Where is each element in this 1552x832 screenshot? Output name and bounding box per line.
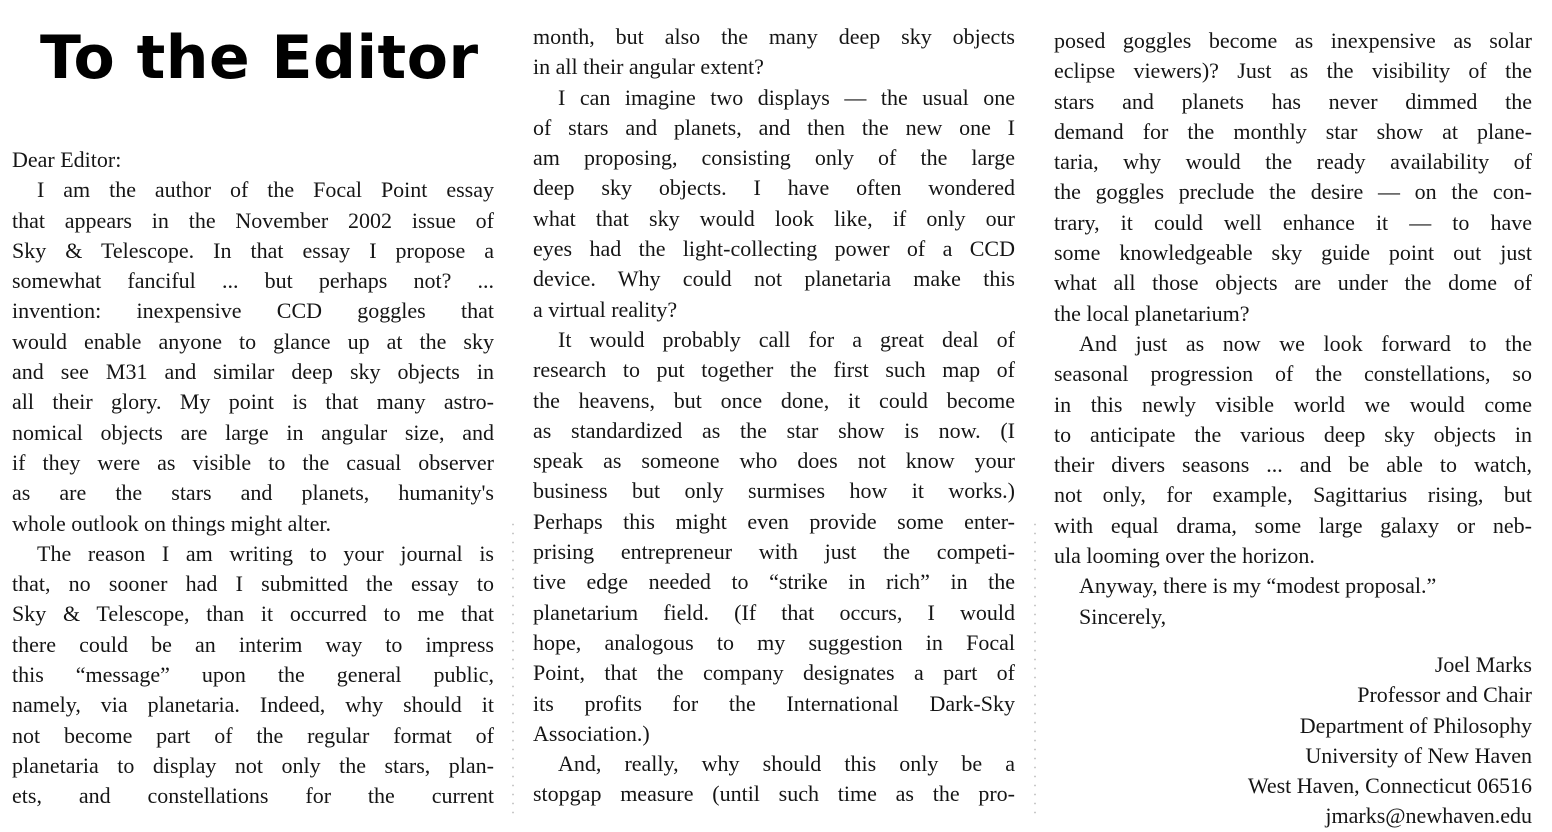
signature-line: Department of Philosophy <box>1299 712 1532 738</box>
text-line: ula looming over the horizon. <box>1054 543 1315 569</box>
text-line: hope, analogous to my suggestion in Focal <box>533 629 1015 655</box>
text-line: its profits for the International Dark-Sky <box>533 690 1015 716</box>
text-line: Point, that the company designates a part of <box>533 660 1015 686</box>
text-line: speak as someone who does not know your <box>533 448 1015 474</box>
text-line: And, really, why should this only be a <box>558 751 1015 777</box>
text-line: all their glory. My point is that many astro- <box>12 389 494 415</box>
text-line: Sky & Telescope. In that essay I propose a <box>12 237 494 263</box>
text-line: am proposing, consisting only of the large <box>533 145 1015 171</box>
column-3 <box>1054 26 1532 832</box>
text-line: and see M31 and similar deep sky objects in <box>12 359 494 385</box>
text-line: with equal drama, some large galaxy or neb- <box>1054 512 1532 538</box>
text-line: would enable anyone to glance up at the sky <box>12 328 494 354</box>
text-line: posed goggles become as inexpensive as solar <box>1054 28 1532 53</box>
text-line: I am the author of the Focal Point essay <box>37 177 494 203</box>
text-line: if they were as visible to the casual observer <box>12 449 494 475</box>
text-line: not become part of the regular format of <box>12 722 494 748</box>
text-line: Perhaps this might even provide some enter- <box>533 508 1015 534</box>
text-line: not only, for example, Sagittarius rising, but <box>1054 482 1532 508</box>
text-line: this “message” upon the general public, <box>12 662 494 688</box>
text-line: the goggles preclude the desire — on the con- <box>1054 179 1532 205</box>
text-line: that appears in the November 2002 issue of <box>12 207 494 233</box>
page-title: To the Editor <box>40 23 479 93</box>
signature-line: University of New Haven <box>1305 742 1532 768</box>
text-line: month, but also the many deep sky objects <box>533 24 1015 49</box>
signature-line: Professor and Chair <box>1357 682 1532 708</box>
text-line: the heavens, but once done, it could become <box>533 387 1015 413</box>
column-divider-1 <box>512 520 514 820</box>
text-line: device. Why could not planetaria make this <box>533 266 1015 292</box>
text-line: somewhat fanciful ... but perhaps not? ... <box>12 268 494 294</box>
text-line: nomical objects are large in angular size, and <box>12 419 494 445</box>
column-divider-2 <box>1034 520 1036 820</box>
text-line: that, no sooner had I submitted the essay to <box>12 571 494 597</box>
text-line: some knowledgeable sky guide point out just <box>1054 240 1532 266</box>
text-line: planetaria to display not only the stars, plan- <box>12 752 494 778</box>
text-line: business but only surmises how it works.) <box>533 478 1015 504</box>
text-line: prising entrepreneur with just the competi- <box>533 539 1015 565</box>
text-line: eyes had the light-collecting power of a CCD <box>533 236 1015 262</box>
text-line: research to put together the first such map of <box>533 357 1015 383</box>
text-line: the local planetarium? <box>1054 300 1250 326</box>
text-line: And just as now we look forward to the <box>1079 330 1532 356</box>
text-line: Anyway, there is my “modest proposal.” <box>1079 573 1437 599</box>
text-line: in this newly visible world we would come <box>1054 391 1532 417</box>
text-line: namely, via planetaria. Indeed, why should it <box>12 692 494 718</box>
column-3-body <box>1054 26 1532 632</box>
text-line: whole outlook on things might alter. <box>12 510 331 536</box>
text-line: what that sky would look like, if only our <box>533 205 1015 231</box>
text-line: ets, and constellations for the current <box>12 783 494 809</box>
text-line: Sincerely, <box>1079 603 1167 629</box>
text-line: what all those objects are under the dome of <box>1054 270 1532 296</box>
text-line: a virtual reality? <box>533 296 678 322</box>
text-line: It would probably call for a great deal of <box>558 326 1015 352</box>
text-line: taria, why would the ready availability of <box>1054 149 1532 175</box>
column-1 <box>12 145 494 812</box>
text-line: invention: inexpensive CCD goggles that <box>12 298 494 324</box>
text-line: there could be an interim way to impress <box>12 631 494 657</box>
text-line: seasonal progression of the constellations, so <box>1054 361 1532 387</box>
text-line: tive edge needed to “strike in rich” in the <box>533 569 1015 595</box>
text-line: their divers seasons ... and be able to watch, <box>1054 452 1532 478</box>
text-line: Association.) <box>533 720 650 746</box>
signature-block <box>1054 632 1532 832</box>
text-line: of stars and planets, and then the new one I <box>533 114 1015 140</box>
column-2 <box>533 22 1015 810</box>
text-line: as standardized as the star show is now. (I <box>533 417 1015 443</box>
text-line: planetarium field. (If that occurs, I would <box>533 599 1015 625</box>
signature-line: West Haven, Connecticut 06516 <box>1247 773 1532 799</box>
text-line: The reason I am writing to your journal is <box>37 540 494 566</box>
text-line: stopgap measure (until such time as the pro- <box>533 781 1015 807</box>
text-line: eclipse viewers)? Just as the visibility of the <box>1054 58 1532 84</box>
text-line: trary, it could well enhance it — to have <box>1054 209 1532 235</box>
signature-line: Joel Marks <box>1434 651 1532 677</box>
text-line: in all their angular extent? <box>533 54 764 80</box>
text-line: to anticipate the various deep sky objects in <box>1054 421 1532 447</box>
text-line: deep sky objects. I have often wondered <box>533 175 1015 201</box>
text-line: demand for the monthly star show at plane- <box>1054 118 1532 144</box>
signature-email: jmarks@newhaven.edu <box>1325 803 1532 829</box>
text-line: as are the stars and planets, humanity's <box>12 480 494 506</box>
text-line: Sky & Telescope, than it occurred to me that <box>12 601 494 627</box>
text-line: I can imagine two displays — the usual one <box>558 84 1015 110</box>
text-line: Dear Editor: <box>12 147 122 172</box>
text-line: stars and planets has never dimmed the <box>1054 88 1532 114</box>
